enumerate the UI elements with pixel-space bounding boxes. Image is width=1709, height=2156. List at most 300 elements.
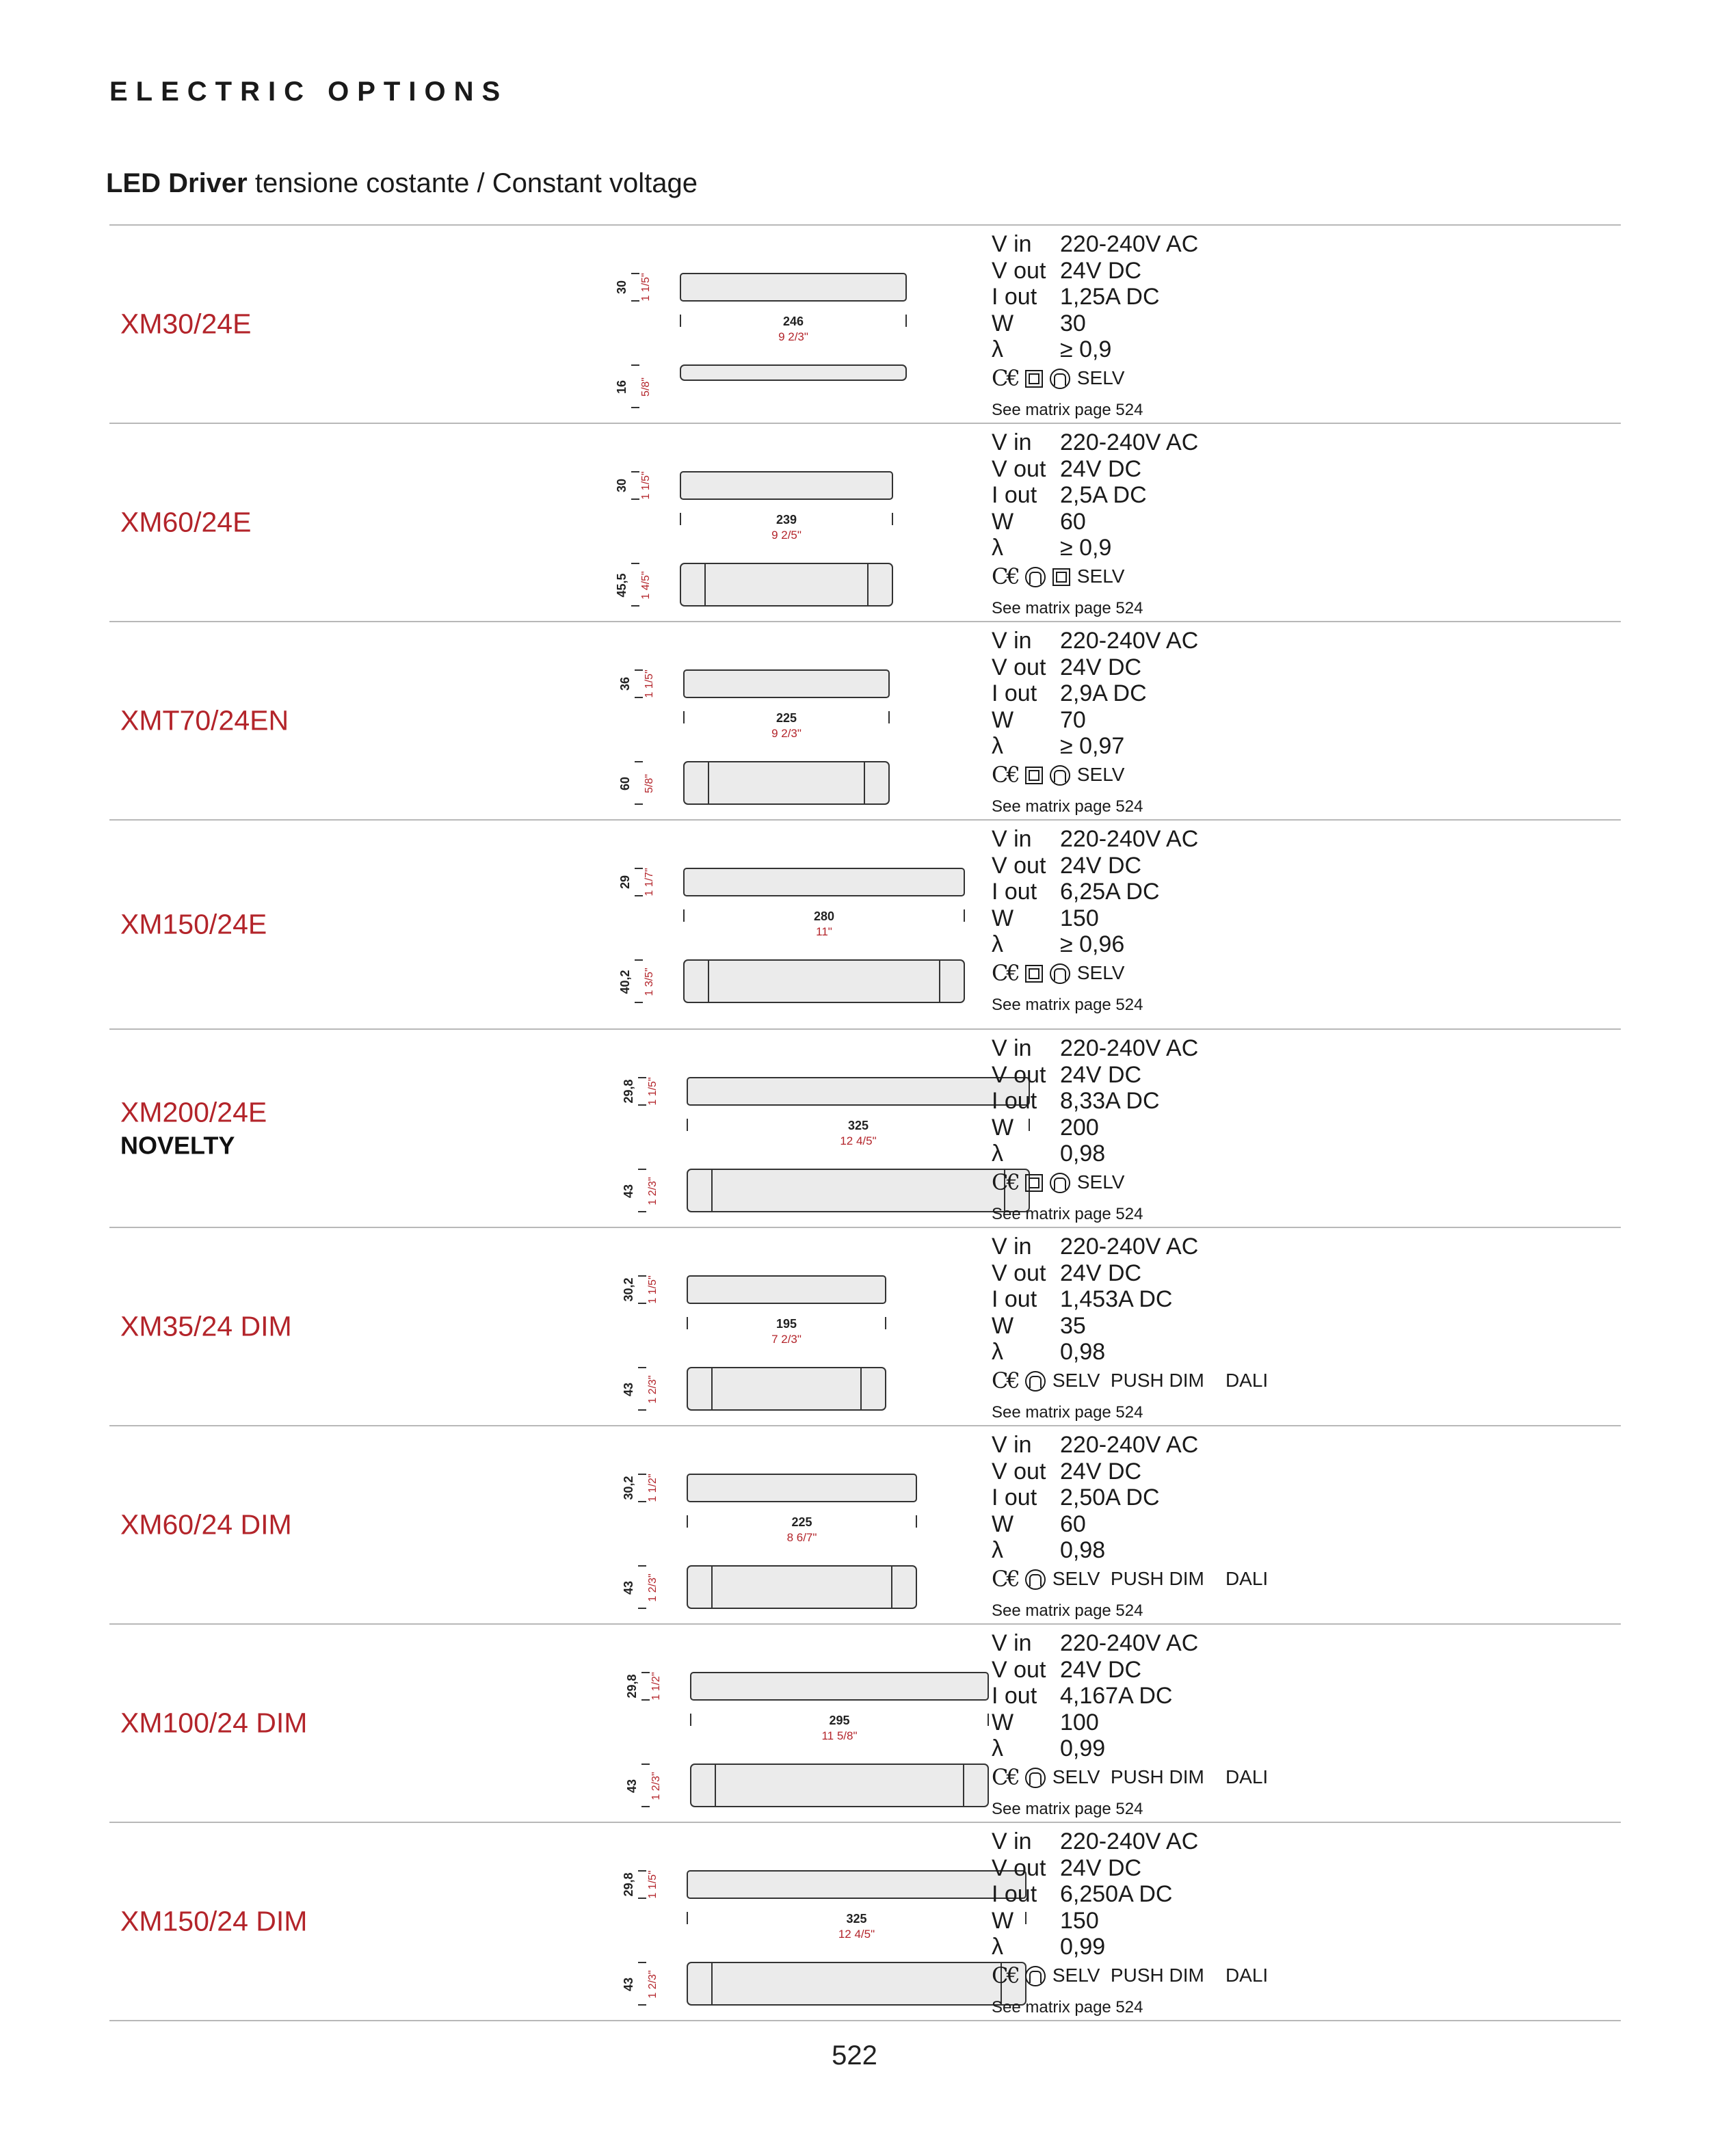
model-block bbox=[120, 1906, 307, 1938]
spec-label: V out bbox=[992, 455, 1046, 482]
spec-label: I out bbox=[992, 284, 1037, 310]
depth-inch: 1 2/3" bbox=[647, 1970, 659, 1999]
spec-vout bbox=[992, 1062, 1198, 1089]
spec-value: 24V DC bbox=[1060, 1656, 1142, 1683]
marks-text: SELV bbox=[1076, 764, 1125, 786]
depth-mm: 45,5 bbox=[615, 573, 628, 598]
model-name: XMT70/24EN bbox=[120, 704, 289, 736]
spec-label: V in bbox=[992, 1035, 1032, 1061]
length-mm: 280 bbox=[813, 909, 835, 923]
ce-mark-icon: C€ bbox=[992, 1368, 1018, 1394]
length-inch: 12 4/5" bbox=[840, 1134, 877, 1147]
spec-value: 6,25A DC bbox=[1060, 879, 1160, 905]
driver-dimension-drawing bbox=[486, 429, 1074, 617]
marks-text: SELV PUSH DIM DALI bbox=[1052, 1370, 1269, 1392]
length-inch: 9 2/5" bbox=[771, 529, 801, 542]
height-inch: 1 1/5" bbox=[647, 1275, 659, 1304]
spec-vout bbox=[992, 654, 1198, 681]
spec-vin bbox=[992, 1035, 1198, 1062]
spec-iout bbox=[992, 1683, 1268, 1709]
spec-value: ≥ 0,96 bbox=[1060, 931, 1125, 957]
spec-lambda bbox=[992, 1537, 1268, 1564]
depth-inch: 5/8" bbox=[644, 774, 655, 793]
side-view bbox=[687, 1474, 916, 1502]
model-block bbox=[120, 1509, 292, 1541]
height-inch: 1 1/7" bbox=[644, 868, 655, 896]
spec-value: ≥ 0,9 bbox=[1060, 535, 1112, 561]
spec-value: ≥ 0,97 bbox=[1060, 733, 1125, 759]
certification-marks bbox=[992, 761, 1198, 790]
thermal-protection-icon bbox=[1050, 369, 1070, 389]
ce-mark-icon: C€ bbox=[992, 1962, 1018, 1989]
model-block bbox=[120, 308, 251, 341]
spec-block bbox=[992, 1828, 1268, 2021]
spec-block bbox=[992, 1035, 1198, 1227]
spec-block bbox=[992, 429, 1198, 622]
section-subtitle bbox=[106, 168, 698, 199]
spec-label: λ bbox=[992, 1934, 1003, 1960]
driver-dimension-drawing bbox=[486, 231, 1074, 418]
height-mm: 30 bbox=[615, 280, 628, 295]
spec-value: 24V DC bbox=[1060, 654, 1142, 680]
depth-mm: 40,2 bbox=[618, 970, 632, 994]
spec-w bbox=[992, 509, 1198, 535]
spec-value: 2,9A DC bbox=[1060, 680, 1147, 706]
certification-marks bbox=[992, 1565, 1268, 1594]
marks-text: SELV bbox=[1076, 1171, 1125, 1193]
length-mm: 325 bbox=[846, 1912, 867, 1926]
model-name: XM100/24 DIM bbox=[120, 1707, 308, 1739]
spec-iout bbox=[992, 1088, 1198, 1115]
spec-value: 24V DC bbox=[1060, 1458, 1142, 1485]
length-mm: 195 bbox=[776, 1317, 797, 1331]
spec-label: I out bbox=[992, 1088, 1037, 1114]
spec-value: 220-240V AC bbox=[1060, 231, 1199, 257]
spec-lambda bbox=[992, 1735, 1268, 1762]
spec-label: I out bbox=[992, 1485, 1037, 1510]
model-name: XM150/24E bbox=[120, 908, 267, 940]
thermal-protection-icon bbox=[1025, 1966, 1046, 1986]
model-block bbox=[120, 705, 289, 737]
spec-w bbox=[992, 707, 1198, 734]
length-mm: 225 bbox=[776, 711, 797, 725]
model-block bbox=[120, 1707, 307, 1740]
driver-dimension-drawing bbox=[486, 1432, 1074, 1619]
spec-block bbox=[992, 826, 1198, 1018]
spec-iout bbox=[992, 284, 1198, 310]
spec-lambda bbox=[992, 733, 1198, 760]
spec-label: V in bbox=[992, 628, 1032, 654]
spec-value: 24V DC bbox=[1060, 852, 1142, 879]
height-mm: 29 bbox=[618, 875, 632, 890]
spec-label: λ bbox=[992, 1735, 1003, 1761]
spec-lambda bbox=[992, 1339, 1268, 1366]
spec-label: V out bbox=[992, 257, 1046, 284]
spec-value: 0,98 bbox=[1060, 1537, 1106, 1563]
spec-value: 24V DC bbox=[1060, 1260, 1142, 1286]
driver-row bbox=[109, 1228, 1621, 1426]
side-view bbox=[687, 1276, 886, 1303]
model-name: XM60/24E bbox=[120, 506, 252, 538]
height-inch: 1 1/5" bbox=[647, 1870, 659, 1899]
spec-lambda bbox=[992, 1141, 1198, 1167]
matrix-reference: See matrix page 524 bbox=[992, 400, 1143, 419]
spec-w bbox=[992, 1908, 1268, 1934]
spec-value: 4,167A DC bbox=[1060, 1683, 1173, 1709]
spec-label: W bbox=[992, 706, 1014, 733]
spec-vin bbox=[992, 1630, 1268, 1657]
spec-label: λ bbox=[992, 1537, 1003, 1563]
certification-marks bbox=[992, 1169, 1198, 1197]
thermal-protection-icon bbox=[1025, 1371, 1046, 1392]
novelty-badge: NOVELTY bbox=[120, 1131, 235, 1160]
spec-label: I out bbox=[992, 1286, 1037, 1312]
spec-label: I out bbox=[992, 1683, 1037, 1709]
page-title: ELECTRIC OPTIONS bbox=[109, 77, 509, 107]
depth-inch: 1 2/3" bbox=[647, 1375, 659, 1404]
side-view bbox=[691, 1673, 988, 1700]
depth-mm: 43 bbox=[625, 1779, 639, 1794]
spec-value: 220-240V AC bbox=[1060, 429, 1199, 455]
height-inch: 1 1/2" bbox=[647, 1474, 659, 1502]
driver-dimension-drawing bbox=[486, 1828, 1074, 2016]
length-inch: 7 2/3" bbox=[771, 1333, 801, 1346]
spec-iout bbox=[992, 1881, 1268, 1908]
spec-value: 0,99 bbox=[1060, 1934, 1106, 1960]
height-inch: 1 1/5" bbox=[640, 273, 652, 302]
class-ii-icon bbox=[1025, 1174, 1043, 1192]
model-name: XM200/24E bbox=[120, 1096, 267, 1128]
spec-label: V out bbox=[992, 1061, 1046, 1088]
height-inch: 1 1/5" bbox=[647, 1077, 659, 1106]
spec-label: V out bbox=[992, 654, 1046, 680]
depth-mm: 60 bbox=[618, 776, 632, 791]
top-view bbox=[691, 1764, 988, 1807]
ce-mark-icon: C€ bbox=[992, 1566, 1018, 1593]
spec-value: 100 bbox=[1060, 1709, 1099, 1735]
driver-dimension-drawing bbox=[486, 628, 1074, 815]
top-view bbox=[687, 1368, 886, 1410]
length-mm: 239 bbox=[776, 513, 797, 527]
top-view bbox=[684, 762, 889, 804]
driver-row bbox=[109, 821, 1621, 1030]
ce-mark-icon: C€ bbox=[992, 1764, 1018, 1791]
depth-inch: 5/8" bbox=[640, 377, 652, 397]
driver-row bbox=[109, 1823, 1621, 2021]
driver-dimension-drawing bbox=[486, 826, 1074, 1013]
length-mm: 225 bbox=[791, 1515, 812, 1529]
thermal-protection-icon bbox=[1050, 1173, 1070, 1193]
driver-row bbox=[109, 622, 1621, 821]
matrix-reference: See matrix page 524 bbox=[992, 1997, 1143, 2017]
spec-value: 8,33A DC bbox=[1060, 1088, 1160, 1114]
top-view bbox=[687, 1962, 1026, 2005]
class-ii-icon bbox=[1025, 965, 1043, 983]
spec-label: λ bbox=[992, 733, 1003, 759]
depth-mm: 16 bbox=[615, 380, 628, 395]
thermal-protection-icon bbox=[1025, 1768, 1046, 1788]
spec-value: 24V DC bbox=[1060, 1061, 1142, 1088]
model-block bbox=[120, 507, 251, 539]
matrix-reference: See matrix page 524 bbox=[992, 1601, 1143, 1620]
spec-vout bbox=[992, 853, 1198, 879]
class-ii-icon bbox=[1025, 767, 1043, 784]
spec-vout bbox=[992, 1260, 1268, 1287]
spec-value: 150 bbox=[1060, 1907, 1099, 1934]
length-inch: 8 6/7" bbox=[786, 1531, 817, 1544]
depth-inch: 1 2/3" bbox=[647, 1573, 659, 1602]
spec-vin bbox=[992, 231, 1198, 258]
spec-iout bbox=[992, 680, 1198, 707]
length-inch: 11" bbox=[816, 925, 832, 938]
driver-row bbox=[109, 226, 1621, 424]
height-inch: 1 1/5" bbox=[640, 471, 652, 500]
spec-value: 220-240V AC bbox=[1060, 1630, 1199, 1656]
matrix-reference: See matrix page 524 bbox=[992, 1204, 1143, 1223]
spec-label: V in bbox=[992, 1630, 1032, 1656]
spec-label: W bbox=[992, 508, 1014, 535]
driver-dimension-drawing bbox=[486, 1630, 1074, 1818]
page-number: 522 bbox=[832, 2040, 877, 2071]
driver-row bbox=[109, 1426, 1621, 1625]
spec-w bbox=[992, 310, 1198, 337]
certification-marks bbox=[992, 364, 1198, 393]
spec-label: V out bbox=[992, 1854, 1046, 1881]
spec-vout bbox=[992, 1855, 1268, 1882]
spec-value: 70 bbox=[1060, 706, 1086, 733]
spec-value: 220-240V AC bbox=[1060, 1828, 1199, 1854]
spec-label: λ bbox=[992, 1141, 1003, 1167]
spec-value: 220-240V AC bbox=[1060, 1035, 1199, 1061]
spec-label: W bbox=[992, 310, 1014, 336]
height-inch: 1 1/2" bbox=[650, 1672, 662, 1701]
model-name: XM30/24E bbox=[120, 308, 252, 340]
spec-w bbox=[992, 1115, 1198, 1141]
matrix-reference: See matrix page 524 bbox=[992, 598, 1143, 617]
spec-iout bbox=[992, 482, 1198, 509]
model-block bbox=[120, 909, 267, 941]
length-inch: 9 2/3" bbox=[778, 330, 808, 343]
marks-text: SELV bbox=[1076, 367, 1125, 389]
height-mm: 29,8 bbox=[622, 1079, 635, 1104]
model-block bbox=[120, 1311, 292, 1343]
driver-dimension-drawing bbox=[486, 1035, 1074, 1223]
ce-mark-icon: C€ bbox=[992, 1169, 1018, 1196]
height-mm: 30,2 bbox=[622, 1476, 635, 1500]
model-name: XM35/24 DIM bbox=[120, 1310, 292, 1342]
spec-label: V in bbox=[992, 231, 1032, 257]
side-view bbox=[684, 670, 889, 697]
spec-value: 60 bbox=[1060, 1510, 1086, 1537]
thermal-protection-icon bbox=[1050, 765, 1070, 786]
spec-value: 6,250A DC bbox=[1060, 1881, 1173, 1907]
length-inch: 11 5/8" bbox=[821, 1729, 858, 1742]
spec-block bbox=[992, 231, 1198, 423]
spec-vin bbox=[992, 826, 1198, 853]
spec-iout bbox=[992, 1485, 1268, 1511]
matrix-reference: See matrix page 524 bbox=[992, 1402, 1143, 1422]
depth-mm: 43 bbox=[622, 1580, 635, 1595]
top-view bbox=[687, 1169, 1029, 1212]
spec-value: 1,453A DC bbox=[1060, 1286, 1173, 1312]
spec-label: V in bbox=[992, 1432, 1032, 1458]
marks-text: SELV bbox=[1076, 565, 1125, 587]
length-mm: 325 bbox=[847, 1119, 869, 1132]
spec-value: 220-240V AC bbox=[1060, 826, 1199, 852]
thermal-protection-icon bbox=[1050, 963, 1070, 984]
spec-value: 30 bbox=[1060, 310, 1086, 336]
spec-value: 35 bbox=[1060, 1312, 1086, 1339]
spec-value: 0,99 bbox=[1060, 1735, 1106, 1761]
spec-block bbox=[992, 1630, 1268, 1822]
depth-mm: 43 bbox=[622, 1977, 635, 1992]
depth-inch: 1 4/5" bbox=[640, 571, 652, 600]
matrix-reference: See matrix page 524 bbox=[992, 1799, 1143, 1818]
spec-label: V out bbox=[992, 1458, 1046, 1485]
height-mm: 29,8 bbox=[622, 1872, 635, 1897]
spec-value: 0,98 bbox=[1060, 1141, 1106, 1167]
spec-value: 24V DC bbox=[1060, 257, 1142, 284]
length-mm: 295 bbox=[829, 1714, 850, 1727]
spec-value: 200 bbox=[1060, 1114, 1099, 1141]
certification-marks bbox=[992, 959, 1198, 988]
driver-dimension-drawing bbox=[486, 1234, 1074, 1421]
length-inch: 12 4/5" bbox=[838, 1928, 875, 1941]
top-view bbox=[687, 1566, 916, 1608]
spec-label: I out bbox=[992, 482, 1037, 508]
spec-block bbox=[992, 1234, 1268, 1426]
spec-vout bbox=[992, 456, 1198, 483]
spec-label: λ bbox=[992, 535, 1003, 561]
spec-block bbox=[992, 628, 1198, 820]
side-view bbox=[680, 274, 906, 301]
spec-lambda bbox=[992, 336, 1198, 363]
spec-vout bbox=[992, 258, 1198, 284]
matrix-reference: See matrix page 524 bbox=[992, 995, 1143, 1014]
spec-w bbox=[992, 1709, 1268, 1736]
spec-value: 220-240V AC bbox=[1060, 628, 1199, 654]
spec-w bbox=[992, 1313, 1268, 1340]
marks-text: SELV PUSH DIM DALI bbox=[1052, 1568, 1269, 1590]
height-mm: 30,2 bbox=[622, 1277, 635, 1302]
driver-row bbox=[109, 424, 1621, 622]
spec-vin bbox=[992, 1828, 1268, 1855]
spec-label: V in bbox=[992, 429, 1032, 455]
model-name: XM60/24 DIM bbox=[120, 1508, 292, 1541]
depth-inch: 1 3/5" bbox=[644, 968, 655, 996]
depth-inch: 1 2/3" bbox=[647, 1177, 659, 1206]
spec-w bbox=[992, 1511, 1268, 1538]
top-view bbox=[680, 365, 906, 380]
thermal-protection-icon bbox=[1025, 567, 1046, 587]
spec-vin bbox=[992, 429, 1198, 456]
spec-label: I out bbox=[992, 1881, 1037, 1907]
certification-marks bbox=[992, 1962, 1268, 1991]
spec-lambda bbox=[992, 931, 1198, 958]
marks-text: SELV PUSH DIM DALI bbox=[1052, 1965, 1269, 1986]
length-inch: 9 2/3" bbox=[771, 727, 801, 740]
length-mm: 246 bbox=[782, 315, 804, 328]
subtitle-rest: tensione costante / Constant voltage bbox=[247, 168, 698, 198]
top-view bbox=[684, 960, 964, 1002]
spec-lambda bbox=[992, 1934, 1268, 1960]
spec-label: W bbox=[992, 1114, 1014, 1141]
depth-mm: 43 bbox=[622, 1382, 635, 1397]
subtitle-bold: LED Driver bbox=[106, 168, 248, 198]
spec-label: W bbox=[992, 1907, 1014, 1934]
certification-marks bbox=[992, 1367, 1268, 1396]
spec-vin bbox=[992, 1432, 1268, 1459]
ce-mark-icon: C€ bbox=[992, 563, 1018, 590]
spec-label: λ bbox=[992, 1339, 1003, 1365]
top-view bbox=[680, 563, 892, 606]
spec-value: 24V DC bbox=[1060, 1854, 1142, 1881]
depth-inch: 1 2/3" bbox=[650, 1772, 662, 1800]
spec-value: 220-240V AC bbox=[1060, 1432, 1199, 1458]
spec-label: W bbox=[992, 1312, 1014, 1339]
spec-label: V out bbox=[992, 1260, 1046, 1286]
model-block bbox=[120, 1097, 267, 1160]
spec-iout bbox=[992, 1286, 1268, 1313]
spec-lambda bbox=[992, 535, 1198, 561]
spec-value: 2,5A DC bbox=[1060, 482, 1147, 508]
spec-value: ≥ 0,9 bbox=[1060, 336, 1112, 362]
spec-label: V out bbox=[992, 1656, 1046, 1683]
spec-label: W bbox=[992, 1510, 1014, 1537]
spec-vout bbox=[992, 1459, 1268, 1485]
driver-row bbox=[109, 1625, 1621, 1823]
spec-value: 0,98 bbox=[1060, 1339, 1106, 1365]
marks-text: SELV bbox=[1076, 962, 1125, 984]
height-inch: 1 1/5" bbox=[644, 669, 655, 698]
spec-block bbox=[992, 1432, 1268, 1624]
spec-iout bbox=[992, 879, 1198, 905]
spec-label: V in bbox=[992, 1828, 1032, 1854]
class-ii-icon bbox=[1052, 568, 1070, 586]
spec-value: 150 bbox=[1060, 905, 1099, 931]
spec-label: λ bbox=[992, 336, 1003, 362]
spec-w bbox=[992, 905, 1198, 932]
side-view bbox=[684, 868, 964, 896]
side-view bbox=[687, 1078, 1029, 1105]
side-view bbox=[680, 472, 892, 499]
spec-label: V out bbox=[992, 852, 1046, 879]
marks-text: SELV PUSH DIM DALI bbox=[1052, 1766, 1269, 1788]
depth-mm: 43 bbox=[622, 1184, 635, 1199]
certification-marks bbox=[992, 1764, 1268, 1792]
ce-mark-icon: C€ bbox=[992, 960, 1018, 987]
class-ii-icon bbox=[1025, 370, 1043, 388]
spec-label: V in bbox=[992, 826, 1032, 852]
matrix-reference: See matrix page 524 bbox=[992, 797, 1143, 816]
spec-value: 60 bbox=[1060, 508, 1086, 535]
spec-label: W bbox=[992, 905, 1014, 931]
spec-value: 2,50A DC bbox=[1060, 1485, 1160, 1510]
spec-value: 1,25A DC bbox=[1060, 284, 1160, 310]
spec-label: W bbox=[992, 1709, 1014, 1735]
ce-mark-icon: C€ bbox=[992, 762, 1018, 788]
driver-list bbox=[0, 226, 1709, 2021]
spec-label: λ bbox=[992, 931, 1003, 957]
side-view bbox=[687, 1871, 1026, 1898]
driver-row bbox=[109, 1030, 1621, 1228]
spec-label: I out bbox=[992, 879, 1037, 905]
thermal-protection-icon bbox=[1025, 1569, 1046, 1590]
height-mm: 29,8 bbox=[625, 1674, 639, 1699]
spec-vout bbox=[992, 1657, 1268, 1683]
ce-mark-icon: C€ bbox=[992, 365, 1018, 392]
spec-label: I out bbox=[992, 680, 1037, 706]
